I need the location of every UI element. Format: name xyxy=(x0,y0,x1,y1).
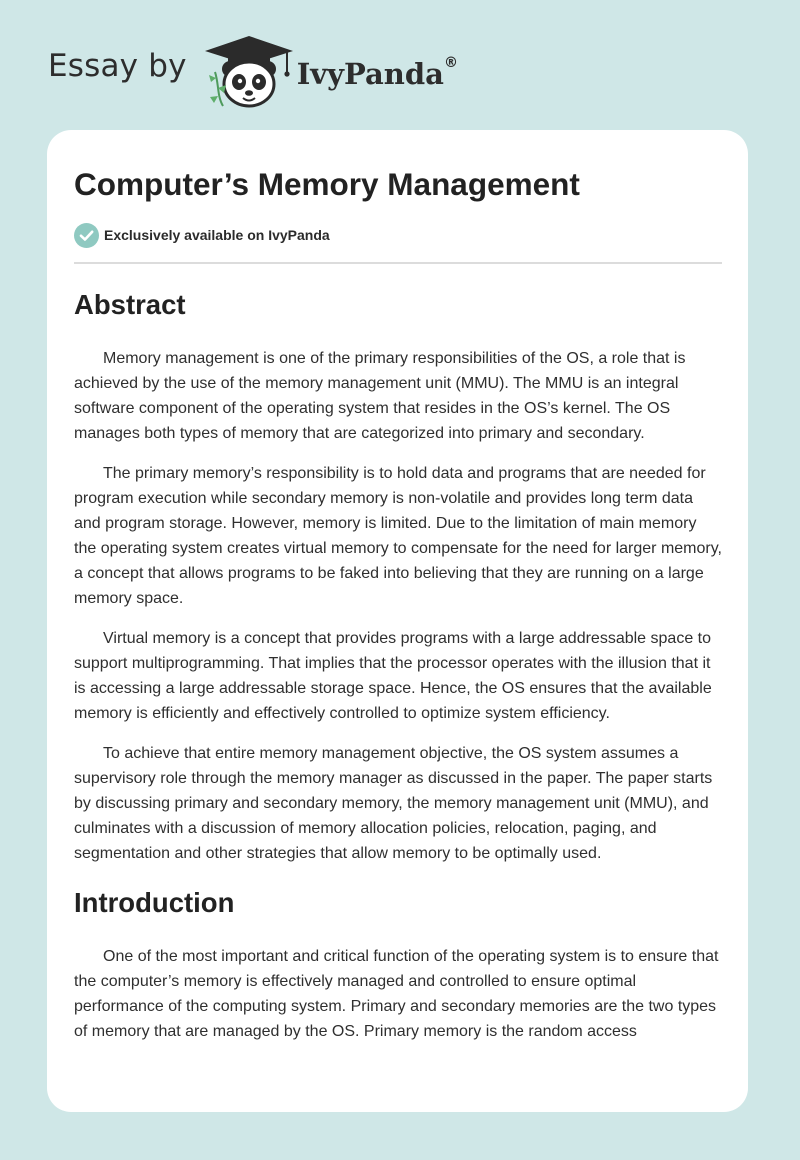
panda-graduate-icon[interactable] xyxy=(203,34,295,110)
abstract-paragraph: The primary memory’s responsibility is to hold data and programs that are needed for program execution while secondary memory is non-volatile and provides long term data and program storage. However, memory is limited. Due to the limitation of main memory the operating system creates virtual memory to compensate for the need for larger memory, a concept that allows programs to be faked into believing that they are running on a large memory space. xyxy=(74,465,722,607)
registered-mark: ® xyxy=(443,55,458,71)
abstract-paragraph: Virtual memory is a concept that provides programs with a large addressable space to support multiprogramming. That implies that the processor operates with the illusion that it is accessing a large addressable storage space. Hence, the OS ensures that the available memory is efficiently and effectively controlled to optimize system efficiency. xyxy=(74,630,712,722)
section-heading-abstract: Abstract xyxy=(74,289,186,320)
check-circle-icon xyxy=(74,223,99,248)
essay-card xyxy=(47,130,748,1112)
brand-name[interactable]: IvyPanda® xyxy=(296,55,458,91)
brand-prefix: Essay by xyxy=(48,48,187,84)
title-divider xyxy=(74,262,722,264)
exclusive-badge xyxy=(74,222,722,248)
abstract-paragraph: Memory management is one of the primary responsibilities of the OS, a role that is achieved by the use of the memory management unit (MMU). The MMU is an integral software component of the operating system that resides in the OS’s kernel. The OS manages both types of memory that are categorized into primary and secondary. xyxy=(74,350,686,442)
introduction-paragraph: One of the most important and critical function of the operating system is to ensure that the computer’s memory is effectively managed and controlled to ensure optimal performance of the computing system. Primary and secondary memories are the two types of memory that are managed by the OS. Primary memory is the random access xyxy=(74,948,719,1040)
abstract-paragraph: To achieve that entire memory management objective, the OS system assumes a supervisory role through the memory manager as discussed in the paper. The paper starts by discussing primary and secondary memory, the memory management unit (MMU), and culminates with a discussion of memory allocation policies, relocation, paging, and segmentation and other strategies that allow memory to be optimally used. xyxy=(74,745,713,862)
site-header xyxy=(48,34,458,110)
page-title: Computer’s Memory Management xyxy=(74,166,580,202)
exclusive-badge-label: Exclusively available on IvyPanda xyxy=(104,227,330,243)
section-heading-introduction: Introduction xyxy=(74,887,235,918)
